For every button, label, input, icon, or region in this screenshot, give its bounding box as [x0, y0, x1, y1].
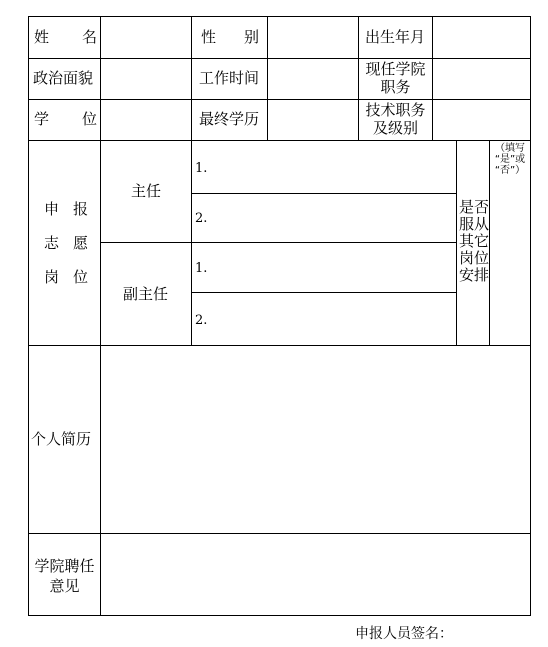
- border-top: [28, 16, 531, 17]
- border-bottom: [28, 615, 531, 616]
- row-divider: [28, 345, 531, 346]
- deputy-choice-1-field[interactable]: [215, 244, 455, 291]
- birth-field[interactable]: [434, 18, 529, 57]
- apply-label-3a: 岗: [44, 268, 60, 286]
- tech-field[interactable]: [434, 101, 529, 139]
- resume-field[interactable]: [102, 347, 529, 532]
- obey-field[interactable]: [491, 200, 529, 344]
- border-right: [530, 16, 531, 616]
- opinion-label-line2: 意见: [49, 577, 80, 595]
- gender-field[interactable]: [269, 18, 357, 57]
- tech-label-line1: 技术职务: [365, 101, 426, 119]
- director-choice-2-field[interactable]: [215, 195, 455, 241]
- signature-label: 申报人员签名：: [355, 626, 453, 642]
- apply-label-3b: 位: [73, 268, 89, 286]
- tech-label-line2: 及级别: [372, 119, 418, 137]
- opinion-field[interactable]: [102, 535, 529, 614]
- row-divider: [28, 58, 531, 59]
- row-divider: [191, 193, 457, 194]
- gender-label-1: 性: [201, 28, 217, 46]
- name-field[interactable]: [102, 18, 190, 57]
- obey-note-line2: “是”或: [494, 154, 526, 165]
- work-time-field[interactable]: [269, 60, 357, 98]
- deputy-label: 副主任: [123, 285, 169, 303]
- position-label-line2: 职务: [380, 78, 411, 96]
- apply-label-2a: 志: [44, 234, 60, 252]
- deputy-choice-2-field[interactable]: [215, 294, 455, 344]
- apply-label-1a: 申: [44, 200, 60, 218]
- row-divider: [28, 99, 531, 100]
- political-label: 政治面貌: [33, 69, 94, 87]
- director-choice-1-field[interactable]: [215, 142, 455, 192]
- obey-note-line1: （填写: [495, 143, 525, 154]
- director-label: 主任: [131, 182, 162, 200]
- political-field[interactable]: [102, 60, 190, 98]
- gender-label-2: 别: [244, 28, 260, 46]
- deputy-choice-1-label: 1.: [195, 261, 208, 276]
- degree-label-1: 学: [34, 110, 50, 128]
- work-time-label: 工作时间: [199, 69, 260, 87]
- obey-note-line3: “否”）: [494, 165, 526, 176]
- col-divider: [267, 16, 268, 141]
- birth-label: 出生年月: [365, 28, 426, 46]
- obey-note: [490, 143, 530, 176]
- education-label: 最终学历: [199, 110, 260, 128]
- name-label-1: 姓: [34, 28, 50, 46]
- border-left: [28, 16, 29, 616]
- apply-label-2b: 愿: [73, 234, 89, 252]
- resume-label: 个人简历: [31, 430, 92, 448]
- apply-label-1b: 报: [73, 200, 89, 218]
- col-divider: [191, 16, 192, 141]
- position-field[interactable]: [434, 60, 529, 98]
- director-choice-1-label: 1.: [195, 161, 208, 176]
- row-divider: [28, 533, 531, 534]
- position-label: [358, 60, 433, 96]
- education-field[interactable]: [269, 101, 357, 139]
- tech-label: [358, 101, 433, 137]
- position-label-line1: 现任学院: [365, 60, 426, 78]
- director-choice-2-label: 2.: [195, 211, 208, 226]
- opinion-label: [28, 556, 101, 596]
- opinion-label-line1: 学院聘任: [34, 557, 95, 575]
- row-divider: [191, 292, 457, 293]
- degree-field[interactable]: [102, 101, 190, 139]
- degree-label-2: 位: [82, 110, 98, 128]
- name-label-2: 名: [82, 28, 98, 46]
- obey-label: 是否服从其它岗位安排: [458, 198, 489, 284]
- col-divider: [100, 16, 101, 141]
- deputy-choice-2-label: 2.: [195, 313, 208, 328]
- row-divider: [100, 242, 457, 243]
